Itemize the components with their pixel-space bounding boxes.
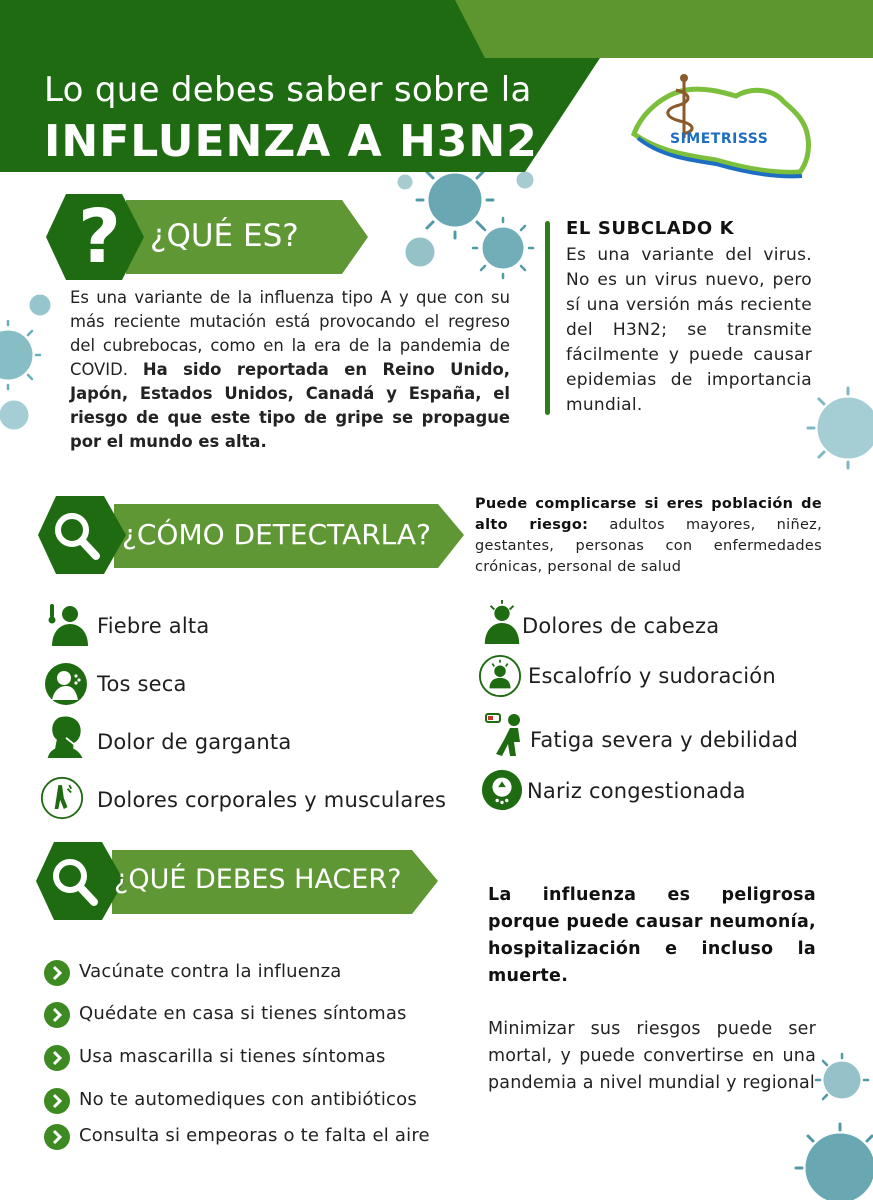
fatigue-icon — [484, 712, 528, 756]
body-ache-icon — [40, 776, 84, 820]
chevron-right-icon — [44, 1002, 70, 1028]
que-es-text: Es una variante de la influenza tipo A y que con su más reciente mutación está provocando el regreso del cubrebocas, como en la era de la pandemia de COVID. — [70, 288, 510, 379]
symptom-label: Fatiga severa y debilidad — [530, 728, 799, 752]
magnifier-icon — [50, 510, 106, 562]
detectarla-heading: ¿CÓMO DETECTARLA? — [122, 518, 431, 551]
subclado-text: Es una variante del virus. No es un virus nuevo, pero sí una versión más reciente del H3N2; se transmite fácilmente y puede causar epidemias de importancia mundial. — [566, 245, 812, 415]
chevron-right-icon — [44, 960, 70, 986]
action-item: No te automediques con antibióticos — [79, 1089, 417, 1110]
chevron-right-icon — [44, 1088, 70, 1114]
minimize-statement: Minimizar sus riesgos puede ser mortal, y puede convertirse en una pandemia a nivel mundial y regional — [488, 1019, 816, 1093]
question-mark-icon: ? — [78, 194, 121, 280]
chills-icon — [478, 654, 522, 698]
symptom-label: Dolores de cabeza — [522, 614, 720, 638]
virus-illustration-left — [0, 285, 60, 455]
chevron-right-icon — [44, 1045, 70, 1071]
symptom-label: Dolores corporales y musculares — [97, 788, 447, 812]
cough-icon — [44, 662, 88, 706]
risk-note-text: adultos mayores, niñez, gestantes, personas con enfermedades crónicas, personal de salud — [475, 517, 822, 575]
symptom-label: Escalofrío y sudoración — [528, 664, 776, 688]
risk-note-bold: Puede complicarse si eres población de alto riesgo: — [475, 496, 822, 533]
fever-icon — [46, 602, 90, 646]
simetrisss-logo — [624, 72, 814, 182]
congested-nose-icon — [480, 768, 524, 812]
headache-icon — [480, 600, 524, 644]
page-title: INFLUENZA A H3N2 — [44, 116, 538, 167]
logo-text: SIMETRISSS — [670, 131, 769, 147]
magnifier-icon — [48, 856, 104, 908]
action-item: Consulta si empeoras o te falta el aire — [79, 1125, 430, 1146]
que-es-heading: ¿QUÉ ES? — [150, 218, 299, 254]
risk-note — [475, 494, 822, 578]
symptom-label: Fiebre alta — [97, 614, 210, 638]
sore-throat-icon — [44, 714, 88, 758]
que-es-paragraph — [70, 286, 510, 454]
title-subtitle: Lo que debes saber sobre la — [44, 70, 532, 110]
danger-statement: La influenza es peligrosa porque puede causar neumonía, hospitalización e incluso la muerte. — [488, 885, 816, 986]
que-es-text-bold: Ha sido reportada en Reino Unido, Japón, Estados Unidos, Canadá y España, el riesgo de que este tipo de gripe se propague por el mundo es alta. — [70, 360, 510, 451]
subclado-title: EL SUBCLADO K — [566, 218, 735, 239]
symptom-label: Tos seca — [97, 672, 187, 696]
hacer-heading: ¿QUÉ DEBES HACER? — [114, 864, 402, 895]
virus-illustration-top — [385, 160, 545, 290]
subclado-accent-bar — [545, 221, 550, 415]
action-item: Usa mascarilla si tienes síntomas — [79, 1046, 386, 1067]
chevron-right-icon — [44, 1124, 70, 1150]
action-item: Quédate en casa si tienes síntomas — [79, 1003, 407, 1024]
symptom-label: Nariz congestionada — [527, 779, 746, 803]
symptom-label: Dolor de garganta — [97, 730, 292, 754]
action-item: Vacúnate contra la influenza — [79, 961, 342, 982]
